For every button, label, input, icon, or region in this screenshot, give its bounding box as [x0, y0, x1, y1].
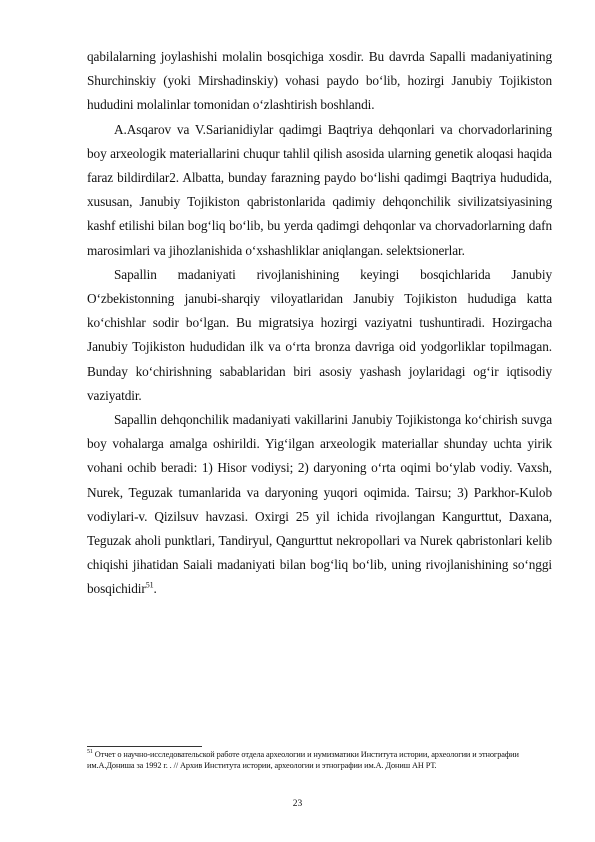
footnote — [87, 750, 557, 772]
footnote-reference: 51 — [145, 581, 154, 591]
paragraph-2: A.Asqarov va V.Sarianidiylar qadimgi Baqtriya dehqonlari va chorvadorlarining boy arxeologik materiallarini chuqur tahlil qilish asosida ularning genetik aloqasi haqida faraz bildirdilar2. Albatta, bunday farazning paydo boʻlishi qadimgi Baqtriya hududida, xususan, Janubiy Tojikiston qabristonlarida qadimiy dehqonchilik sivilizatsiyasining kashf etilishi bilan bogʻliq boʻlib, bu yerda qadimgi dehqonlar va chorvadorlarning dafn marosimlari va jihozlanishida oʻxshashliklar aniqlangan. selektsionerlar. — [87, 121, 552, 258]
paragraph-4 — [87, 408, 552, 602]
footnote-separator — [87, 746, 202, 747]
page-number: 23 — [292, 799, 303, 809]
paragraph-1: qabilalarning joylashishi molalin bosqichiga xosdir. Bu davrda Sapalli madaniyatining Shurchinskiy (yoki Mirshadinskiy) vohasi paydo boʻlib, hozirgi Janubiy Tojikiston hududini molalinlar tomonidan oʻzlashtirish boshlandi. — [87, 49, 552, 113]
main-text — [87, 45, 552, 602]
footnote-number: 51 — [87, 749, 93, 756]
paragraph-4-end-mark: . — [153, 581, 157, 597]
paragraph-3: Sapallin madaniyati rivojlanishining keyingi bosqichlarida Janubiy Oʻzbekistonning janubi-sharqiy viloyatlaridan Janubiy Tojikiston hududiga katta koʻchishlar sodir boʻlgan. Bu migratsiya hozirgi vaziyatni tushuntiradi. Hozirgacha Janubiy Tojikiston hududidan ilk va oʻrta bronza davriga oid yodgorliklar topilmagan. Bunday koʻchirishning sabablaridan biri asosiy yashash joylaridagi ogʻir iqtisodiy vaziyatdir. — [87, 266, 552, 403]
footnote-text: Отчет о научно-исследовательской работе отдела археологии и нумизматики Института истории, археологии и этнографии им.А.Дониша за 1992 г. . // Архив Института истории, археологии и этнографии им.А. Дониш АН РТ. — [87, 750, 519, 770]
paragraph-4-text: Sapallin dehqonchilik madaniyati vakillarini Janubiy Tojikistonga koʻchirish suvga boy vohalarga amalga oshirildi. Yigʻilgan arxeologik materiallar shunday uchta yirik vohani ochib beradi: 1) Hisor vodiysi; 2) daryoning oʻrta oqimi boʻylab vodiy. Vaxsh, Nurek, Teguzak tumanlarida va daryoning yuqori oqimida. Tairsu; 3) Parkhor-Kulob vodiylari-v. Qizilsuv havzasi. Oxirgi 25 yil ichida rivojlangan Kangurttut, Daxana, Teguzak aholi punktlari, Tandiryul, Qangurttut nekropollari va Nurek qabristonlari kelib chiqishi jihatidan Saiali madaniyati bilan bogʻliq boʻlib, uning rivojlanishining soʻnggi bosqichidir — [87, 412, 552, 597]
